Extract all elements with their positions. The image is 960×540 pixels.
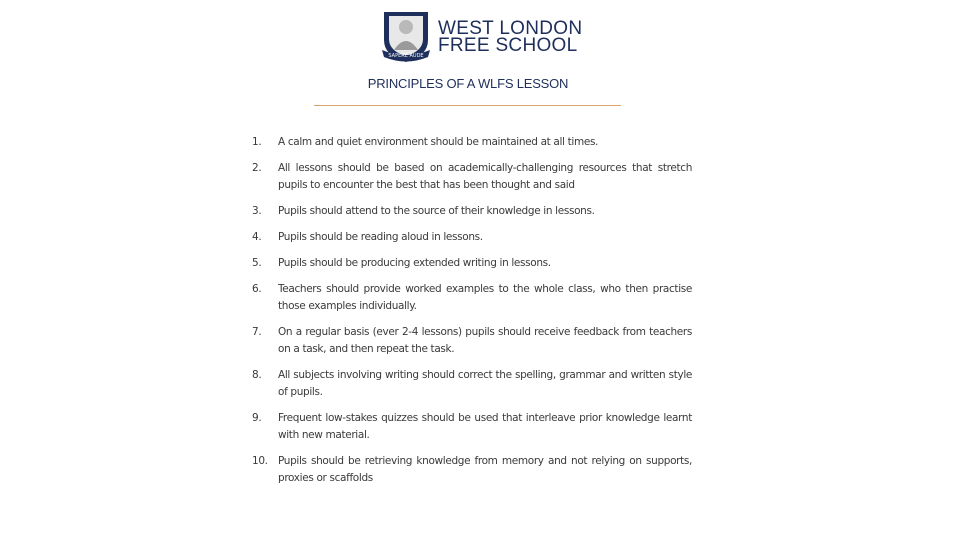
principles-list [252,134,692,496]
item-number: 4. [252,231,262,243]
school-crest-logo [380,10,432,64]
item-number: 7. [252,326,262,338]
list-item [252,324,692,358]
list-item [252,410,692,444]
item-number: 10. [252,455,268,467]
list-item [252,229,692,246]
list-item [252,160,692,194]
item-text: Pupils should be reading aloud in lessons. [278,231,483,243]
school-name-line1: WEST LONDON [438,18,583,39]
item-text: Pupils should attend to the source of their knowledge in lessons. [278,205,595,217]
list-item [252,255,692,272]
item-text: Pupils should be producing extended writing in lessons. [278,257,551,269]
list-item [252,367,692,401]
item-text: Teachers should provide worked examples to the whole class, who then practise those examples individually. [278,283,692,312]
school-name-line2: FREE SCHOOL [438,35,578,56]
item-number: 2. [252,162,262,174]
list-item [252,203,692,220]
list-item [252,134,692,151]
item-number: 9. [252,412,262,424]
list-item [252,281,692,315]
item-number: 1. [252,136,262,148]
item-text: On a regular basis (ever 2-4 lessons) pupils should receive feedback from teachers on a task, and then repeat the task. [278,326,692,355]
title-divider [314,105,621,106]
item-number: 5. [252,257,262,269]
item-number: 8. [252,369,262,381]
item-number: 6. [252,283,262,295]
item-text: A calm and quiet environment should be maintained at all times. [278,136,599,148]
document-title: PRINCIPLES OF A WLFS LESSON [367,76,569,91]
item-text: All subjects involving writing should correct the spelling, grammar and written style of pupils. [278,369,692,398]
school-header [380,10,582,64]
item-text: Frequent low-stakes quizzes should be used that interleave prior knowledge learnt with new material. [278,412,692,441]
school-name [438,20,582,54]
item-number: 3. [252,205,262,217]
item-text: All lessons should be based on academically-challenging resources that stretch pupils to encounter the best that has been thought and said [278,162,692,191]
item-text: Pupils should be retrieving knowledge from memory and not relying on supports, proxies or scaffolds [278,455,692,484]
list-item [252,453,692,487]
crest-motto: SAPERE AUDE [388,53,424,59]
